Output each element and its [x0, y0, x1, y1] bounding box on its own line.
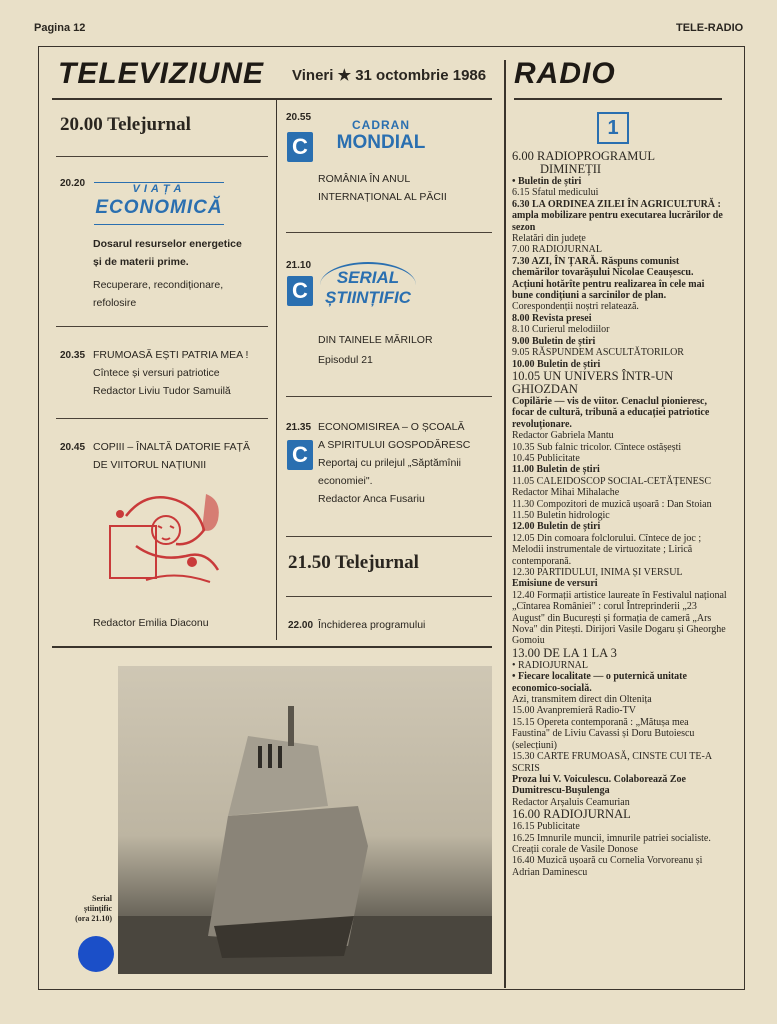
- radio-item: 11.30 Compozitori de muzică ușoară : Dan Stoian: [512, 498, 712, 510]
- radio-item: • Buletin de știri: [512, 176, 582, 187]
- radio-item: • RADIOJURNAL: [512, 659, 589, 671]
- tv-time: 22.00: [288, 620, 314, 631]
- radio-item: Redactor Mihai Mihalache: [512, 487, 620, 499]
- tv-time: 20.35: [60, 350, 86, 361]
- logo-line2: MONDIAL: [336, 132, 426, 153]
- tv-desc: Redactor Anca Fusariu: [318, 493, 425, 505]
- logo-line2: ȘTIINȚIFIC: [325, 288, 411, 307]
- logo-line1: SERIAL: [336, 268, 400, 287]
- radio-item: 13.00 DE LA 1 LA 3: [512, 645, 617, 660]
- logo-line1: VIAȚA: [94, 182, 224, 195]
- ship-photo: [118, 666, 492, 974]
- tv-inner-divider: [276, 100, 277, 640]
- column-divider: [504, 60, 506, 988]
- children-illustration: [106, 486, 230, 590]
- tv-title-rule: [52, 98, 492, 100]
- radio-item: DIMINEȚII: [540, 162, 602, 176]
- radio-schedule: [512, 150, 727, 878]
- tv-desc: Dosarul resurselor energetice: [93, 238, 242, 250]
- radio-item: 12.05 Din comoara folclorului. Cîntece de joc ; Melodii instrumentale de virtuozitate ; Lirică contemporană.: [512, 532, 702, 567]
- radio-item: 6.15 Sfatul medicului: [512, 187, 599, 199]
- radio-title-rule: [514, 98, 722, 100]
- tv-desc: Redactor Liviu Tudor Samuilă: [93, 385, 231, 397]
- radio-item: 16.40 Muzică ușoară cu Cornelia Vorvoreanu și Adrian Daminescu: [512, 855, 703, 878]
- tv-desc: și de materii prime.: [93, 256, 189, 268]
- tv-desc: economiei".: [318, 475, 373, 487]
- page-number: Pagina 12: [34, 22, 86, 34]
- tv-bottom-rule: [52, 646, 492, 648]
- radio-item: 10.00 Buletin de știri: [512, 358, 601, 370]
- divider: [56, 326, 268, 327]
- radio-item: 6.30 LA ORDINEA ZILEI ÎN AGRICULTURĂ : ampla mobilizare pentru executarea lucrărilor de sezon: [512, 198, 723, 233]
- tv-desc: ROMÂNIA ÎN ANUL: [318, 173, 411, 185]
- radio-item: Redactor Gabriela Mantu: [512, 430, 614, 442]
- tv-item-title: Închiderea programului: [318, 619, 426, 631]
- program-number-badge: 1: [597, 112, 629, 144]
- tv-desc: INTERNAȚIONAL AL PĂCII: [318, 191, 447, 203]
- radio-item: 7.00 RADIOJURNAL: [512, 244, 602, 256]
- radio-item: Redactor Arșaluis Ceamurian: [512, 796, 630, 808]
- radio-item: 11.00 Buletin de știri: [512, 464, 600, 476]
- radio-item: 8.10 Curierul melodiilor: [512, 324, 610, 336]
- tv-desc: Reportaj cu prilejul „Săptămînii: [318, 457, 461, 469]
- photo-caption: Serial: [92, 894, 112, 903]
- cadran-mondial-logo: [318, 118, 444, 154]
- photo-caption: (ora 21.10): [75, 914, 112, 923]
- tv-desc: Redactor Emilia Diaconu: [93, 617, 209, 629]
- divider: [286, 596, 492, 597]
- radio-item: Copilărie — vis de viitor. Cenaclul pionieresc, focar de cultură, tribună a educației patriotice revoluționare.: [512, 395, 710, 430]
- radio-title: RADIO: [514, 57, 616, 90]
- tv-item-telejurnal-2150: 21.50 Telejurnal: [288, 552, 419, 573]
- tv-date: Vineri ★ 31 octombrie 1986: [292, 67, 487, 84]
- radio-item: 16.25 Imnurile muncii, imnurile patriei socialiste. Creații corale de Vasile Donose: [512, 832, 711, 855]
- tv-desc: refolosire: [93, 297, 137, 309]
- tv-desc: Cîntece și versuri patriotice: [93, 367, 220, 379]
- tv-time: 21.35: [286, 422, 312, 433]
- tv-time: 20.20: [60, 178, 86, 189]
- tv-desc: Recuperare, recondiționare,: [93, 279, 224, 291]
- tv-item-title: A SPIRITULUI GOSPODĂRESC: [318, 439, 471, 451]
- tv-item-title: COPIII – ÎNALTĂ DATORIE FAȚĂ: [93, 441, 250, 453]
- divider: [286, 536, 492, 537]
- radio-item: 11.50 Buletin hidrologic: [512, 509, 610, 521]
- radio-item: 12.30 PARTIDULUI, INIMA ȘI VERSUL: [512, 567, 683, 578]
- tv-item-telejurnal-2000: 20.00 Telejurnal: [60, 114, 191, 135]
- radio-item: 11.05 CALEIDOSCOP SOCIAL-CETĂȚENESC: [512, 475, 711, 487]
- radio-item: 15.30 CARTE FRUMOASĂ, CINSTE CUI TE-A SCRIS: [512, 751, 712, 774]
- tv-time: 21.10: [286, 260, 312, 271]
- tv-time: 20.55: [286, 112, 312, 123]
- ship-image: [118, 666, 492, 974]
- radio-item: 10.45 Publicitate: [512, 452, 580, 464]
- tv-item-title: DE VIITORUL NAȚIUNII: [93, 459, 207, 471]
- divider: [286, 396, 492, 397]
- section-label: TELE-RADIO: [676, 22, 744, 34]
- photo-caption: științific: [84, 904, 112, 913]
- radio-item: 10.35 Sub falnic tricolor. Cîntece ostășești: [512, 441, 682, 453]
- radio-item: 16.00 RADIOJURNAL: [512, 807, 631, 822]
- divider: [286, 232, 492, 233]
- tv-desc: Episodul 21: [318, 354, 373, 366]
- c-mark: C: [287, 276, 313, 306]
- serial-stiintific-logo: [320, 262, 416, 308]
- tv-desc: DIN TAINELE MĂRILOR: [318, 334, 433, 346]
- tv-time: 20.45: [60, 442, 86, 453]
- logo-line2: ECONOMICĂ: [95, 197, 223, 218]
- radio-item: • Fiecare localitate — o puternică unitate economico-socială.: [512, 671, 687, 694]
- c-mark: C: [287, 132, 313, 162]
- radio-item: 10.05 UN UNIVERS ÎNTR-UN GHIOZDAN: [512, 368, 674, 396]
- viata-economica-logo: [94, 182, 224, 225]
- radio-item: Proza lui V. Voiculescu. Colaborează Zoe Dumitrescu-Bușulenga: [512, 773, 686, 797]
- radio-item: 16.15 Publicitate: [512, 821, 580, 833]
- radio-item: 6.00 RADIOPROGRAMUL: [512, 149, 656, 163]
- tv-title: TELEVIZIUNE: [58, 57, 265, 90]
- radio-item: Emisiune de versuri: [512, 578, 598, 590]
- radio-item: 12.40 Formații artistice laureate în Festivalul național „Cîntarea României" : corul Întreprinderii „23 August" din București și formația de cameră „Ars Nova" din Pitești. Dirijori Vasile Dogaru și Gheorghe Gomoiu: [512, 589, 727, 647]
- c-mark: C: [287, 440, 313, 470]
- radio-item: 12.00 Buletin de știri: [512, 521, 601, 533]
- radio-item: 7.30 AZI, ÎN ȚARĂ. Răspuns comunist chemărilor tovarășului Nicolae Ceaușescu. Acțiuni hotărîte pentru realizarea în cele mai bune condițiuni a sarcinilor de plan.: [512, 255, 705, 302]
- radio-item: 8.00 Revista presei: [512, 312, 592, 324]
- divider: [56, 156, 268, 157]
- blue-dot: [78, 936, 114, 972]
- radio-item: Corespondenții noștri relatează.: [512, 301, 639, 313]
- tv-item-title: FRUMOASĂ EȘTI PATRIA MEA !: [93, 349, 249, 361]
- radio-item: Relatări din județe: [512, 233, 586, 245]
- radio-item: 15.15 Opereta contemporană : „Mătușa mea Faustina" de Liviu Cavassi și Doru Butoiescu (selecțiuni): [512, 716, 695, 751]
- logo-line1: CADRAN: [352, 118, 410, 132]
- radio-item: 9.05 RĂSPUNDEM ASCULTĂTORILOR: [512, 347, 684, 359]
- radio-item: Azi, transmitem direct din Oltenița: [512, 694, 652, 706]
- divider: [56, 418, 268, 419]
- tv-item-title: ECONOMISIREA – O ȘCOALĂ: [318, 421, 465, 433]
- radio-item: 15.00 Avanpremieră Radio-TV: [512, 705, 636, 717]
- radio-item: 9.00 Buletin de știri: [512, 335, 596, 347]
